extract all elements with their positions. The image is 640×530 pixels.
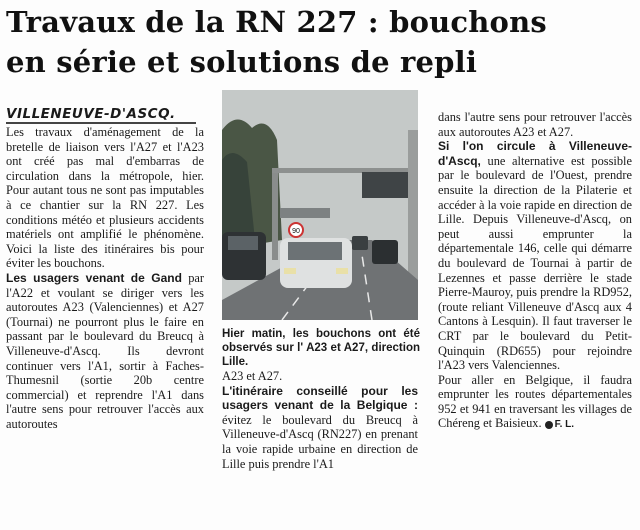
paragraph-villeneuve	[438, 139, 632, 373]
text-gand: par l'A22 et voulant se diriger vers les autoroutes A23 (Valenciennes) et A27 (Tournai) ne pourront plus le faire en passant par le boulevard du Breucq à Villeneuve-d'Ascq. Ils devront continuer vers l'A1, sortir à Faches-Thumesnil (sortie 20b centre commercial) et reprendre l'A1 dans l'autre sens pour retrouver l'accès aux autoroutes	[6, 270, 205, 431]
photo-caption: Hier matin, les bouchons ont été observés sur l' A23 et A27, direction Lille.	[222, 328, 420, 368]
text-villeneuve: une alternative est possible par le boulevard de l'Ouest, prendre ensuite la direction de la Pilaterie et accéder à la voie rapide en direction de Lille. Depuis Villeneuve-d'Ascq, on peut aussi emprunter la départementale 146, celle qui démarre du boulevard de Tournai à partir de Lezennes et passe derrière le stade Pierre-Mauroy, puis prendre la RD952, (route reliant Villeneuve d'Ascq aux 4 Cantons à Lesquin). Il faut traverser le CRT par le boulevard du Petit-Quinquin (RD655) pour rejoindre l'A23 vers Valenciennes.	[438, 153, 632, 373]
author-signature: F. L.	[554, 419, 575, 431]
lead-gand: Les usagers venant de Gand	[6, 270, 182, 285]
text-belgique: évitez le boulevard du Breucq à Villeneuve-d'Ascq (RN227) en prenant la voie rapide urbaine en direction de Lille puis prendre l'A1	[222, 412, 418, 471]
headline-line-1: Travaux de la RN 227 : bouchons	[6, 5, 547, 39]
column-3	[438, 110, 632, 433]
speed-sign-text: 90	[292, 228, 300, 235]
paragraph-gand	[6, 271, 204, 432]
traffic-photo	[222, 90, 418, 320]
bullet-dot-icon	[545, 421, 553, 429]
lead-belgique: L'itinéraire conseillé pour les usagers venant de la Belgique :	[222, 383, 418, 413]
paragraph-intro: Les travaux d'aménagement de la bretelle de liaison vers l'A27 et l'A23 ont créé pas mal d'embarras de circulation dans la métropole, hier. Pour autant tous ne sont pas imputables à ce chantier sur la RN 227. Les conditions météo et plusieurs accidents matériels ont amplifié le phénomène. Voici la liste des itinéraires bis pour éviter les bouchons.	[6, 125, 204, 271]
paragraph-belgique	[222, 384, 418, 472]
kicker: VILLENEUVE-D'ASCQ.	[6, 107, 196, 124]
lead-villeneuve: Si l'on circule à Villeneuve-d'Ascq,	[438, 139, 632, 168]
headline-line-2: en série et solutions de repli	[6, 45, 478, 79]
paragraph-belgium-route	[438, 373, 632, 433]
column-1	[6, 107, 204, 431]
headline	[6, 2, 636, 82]
text-belgium-route: Pour aller en Belgique, il faudra emprunter les routes départementales 952 et 941 en traversant les villages de Chéreng et Baisieux.	[438, 372, 632, 431]
paragraph-continuation: A23 et A27.	[222, 369, 283, 383]
paragraph-continuation-2: dans l'autre sens pour retrouver l'accès aux autoroutes A23 et A27.	[438, 110, 632, 139]
traffic-photo-illustration	[222, 90, 418, 320]
column-2	[222, 369, 418, 471]
